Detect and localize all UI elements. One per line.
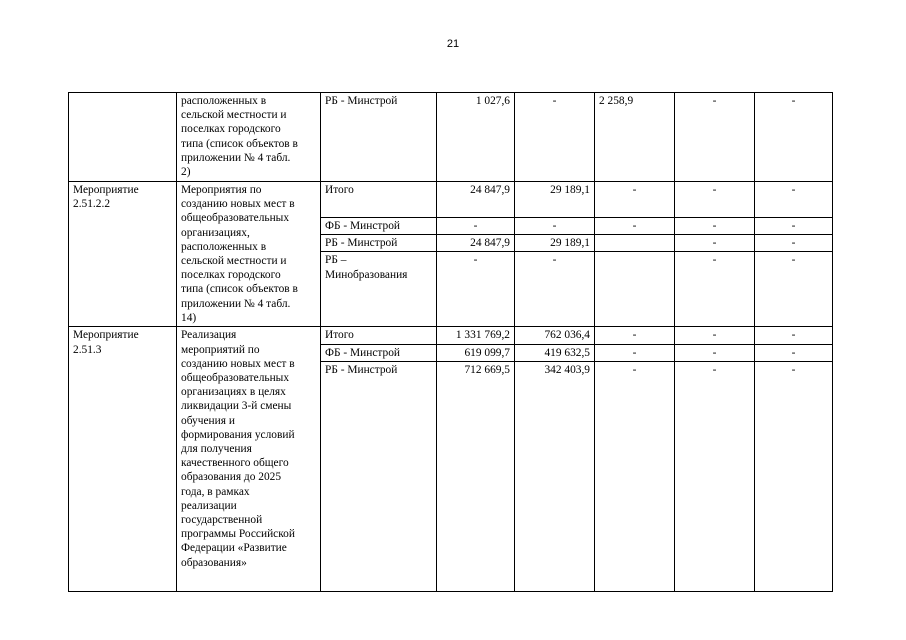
- value-cell: -: [755, 182, 833, 218]
- value-cell: 2 258,9: [595, 93, 675, 182]
- value-cell: 712 669,5: [437, 361, 515, 591]
- value-cell: -: [675, 235, 755, 252]
- funding-source: РБ - Минстрой: [321, 361, 437, 591]
- event-label-cell: [69, 93, 177, 182]
- value-cell: 1 027,6: [437, 93, 515, 182]
- value-cell: -: [595, 344, 675, 361]
- event-description: Мероприятия по созданию новых мест в общеобразовательных организациях, расположенных в сельской местности и поселках городского типа (список объектов в приложении № 4 табл. 14): [177, 182, 321, 327]
- value-cell: -: [755, 344, 833, 361]
- event-description: Реализация мероприятий по созданию новых мест в общеобразовательных организациях в целях ликвидации 3-й смены обучения и формирования условий для получения качественного общего образования до 2025 года, в рамках реализации государственной программы Российской Федерации «Развитие образования»: [177, 327, 321, 591]
- value-cell: 29 189,1: [515, 235, 595, 252]
- table-row: [69, 93, 833, 182]
- value-cell: 419 632,5: [515, 344, 595, 361]
- value-cell: -: [675, 93, 755, 182]
- value-cell: -: [755, 235, 833, 252]
- value-cell: 342 403,9: [515, 361, 595, 591]
- value-cell: 24 847,9: [437, 235, 515, 252]
- value-cell: -: [675, 327, 755, 344]
- funding-source: Итого: [321, 327, 437, 344]
- value-cell: 29 189,1: [515, 182, 595, 218]
- value-cell: -: [437, 218, 515, 235]
- value-cell: -: [675, 252, 755, 327]
- value-cell: -: [675, 182, 755, 218]
- value-cell: [595, 252, 675, 327]
- value-cell: -: [595, 361, 675, 591]
- value-cell: -: [515, 252, 595, 327]
- value-cell: 619 099,7: [437, 344, 515, 361]
- value-cell: [595, 235, 675, 252]
- table-row: [69, 182, 833, 218]
- value-cell: -: [595, 218, 675, 235]
- funding-source: РБ – Минобразования: [321, 252, 437, 327]
- value-cell: -: [595, 327, 675, 344]
- event-label: Мероприятие 2.51.3: [69, 327, 177, 591]
- funding-source: Итого: [321, 182, 437, 218]
- value-cell: -: [515, 93, 595, 182]
- value-cell: -: [675, 361, 755, 591]
- program-table: [68, 92, 833, 592]
- value-cell: -: [755, 93, 833, 182]
- value-cell: -: [515, 218, 595, 235]
- value-cell: -: [675, 344, 755, 361]
- value-cell: -: [437, 252, 515, 327]
- value-cell: -: [755, 218, 833, 235]
- value-cell: -: [755, 361, 833, 591]
- funding-source: ФБ - Минстрой: [321, 218, 437, 235]
- value-cell: 24 847,9: [437, 182, 515, 218]
- value-cell: -: [755, 252, 833, 327]
- value-cell: 762 036,4: [515, 327, 595, 344]
- event-label: Мероприятие 2.51.2.2: [69, 182, 177, 327]
- funding-source: РБ - Минстрой: [321, 93, 437, 182]
- table-row: [69, 327, 833, 344]
- value-cell: -: [755, 327, 833, 344]
- page-number: 21: [446, 38, 460, 50]
- value-cell: -: [675, 218, 755, 235]
- value-cell: -: [595, 182, 675, 218]
- event-description: расположенных в сельской местности и поселках городского типа (список объектов в приложении № 4 табл. 2): [177, 93, 321, 182]
- funding-source: РБ - Минстрой: [321, 235, 437, 252]
- value-cell: 1 331 769,2: [437, 327, 515, 344]
- funding-source: ФБ - Минстрой: [321, 344, 437, 361]
